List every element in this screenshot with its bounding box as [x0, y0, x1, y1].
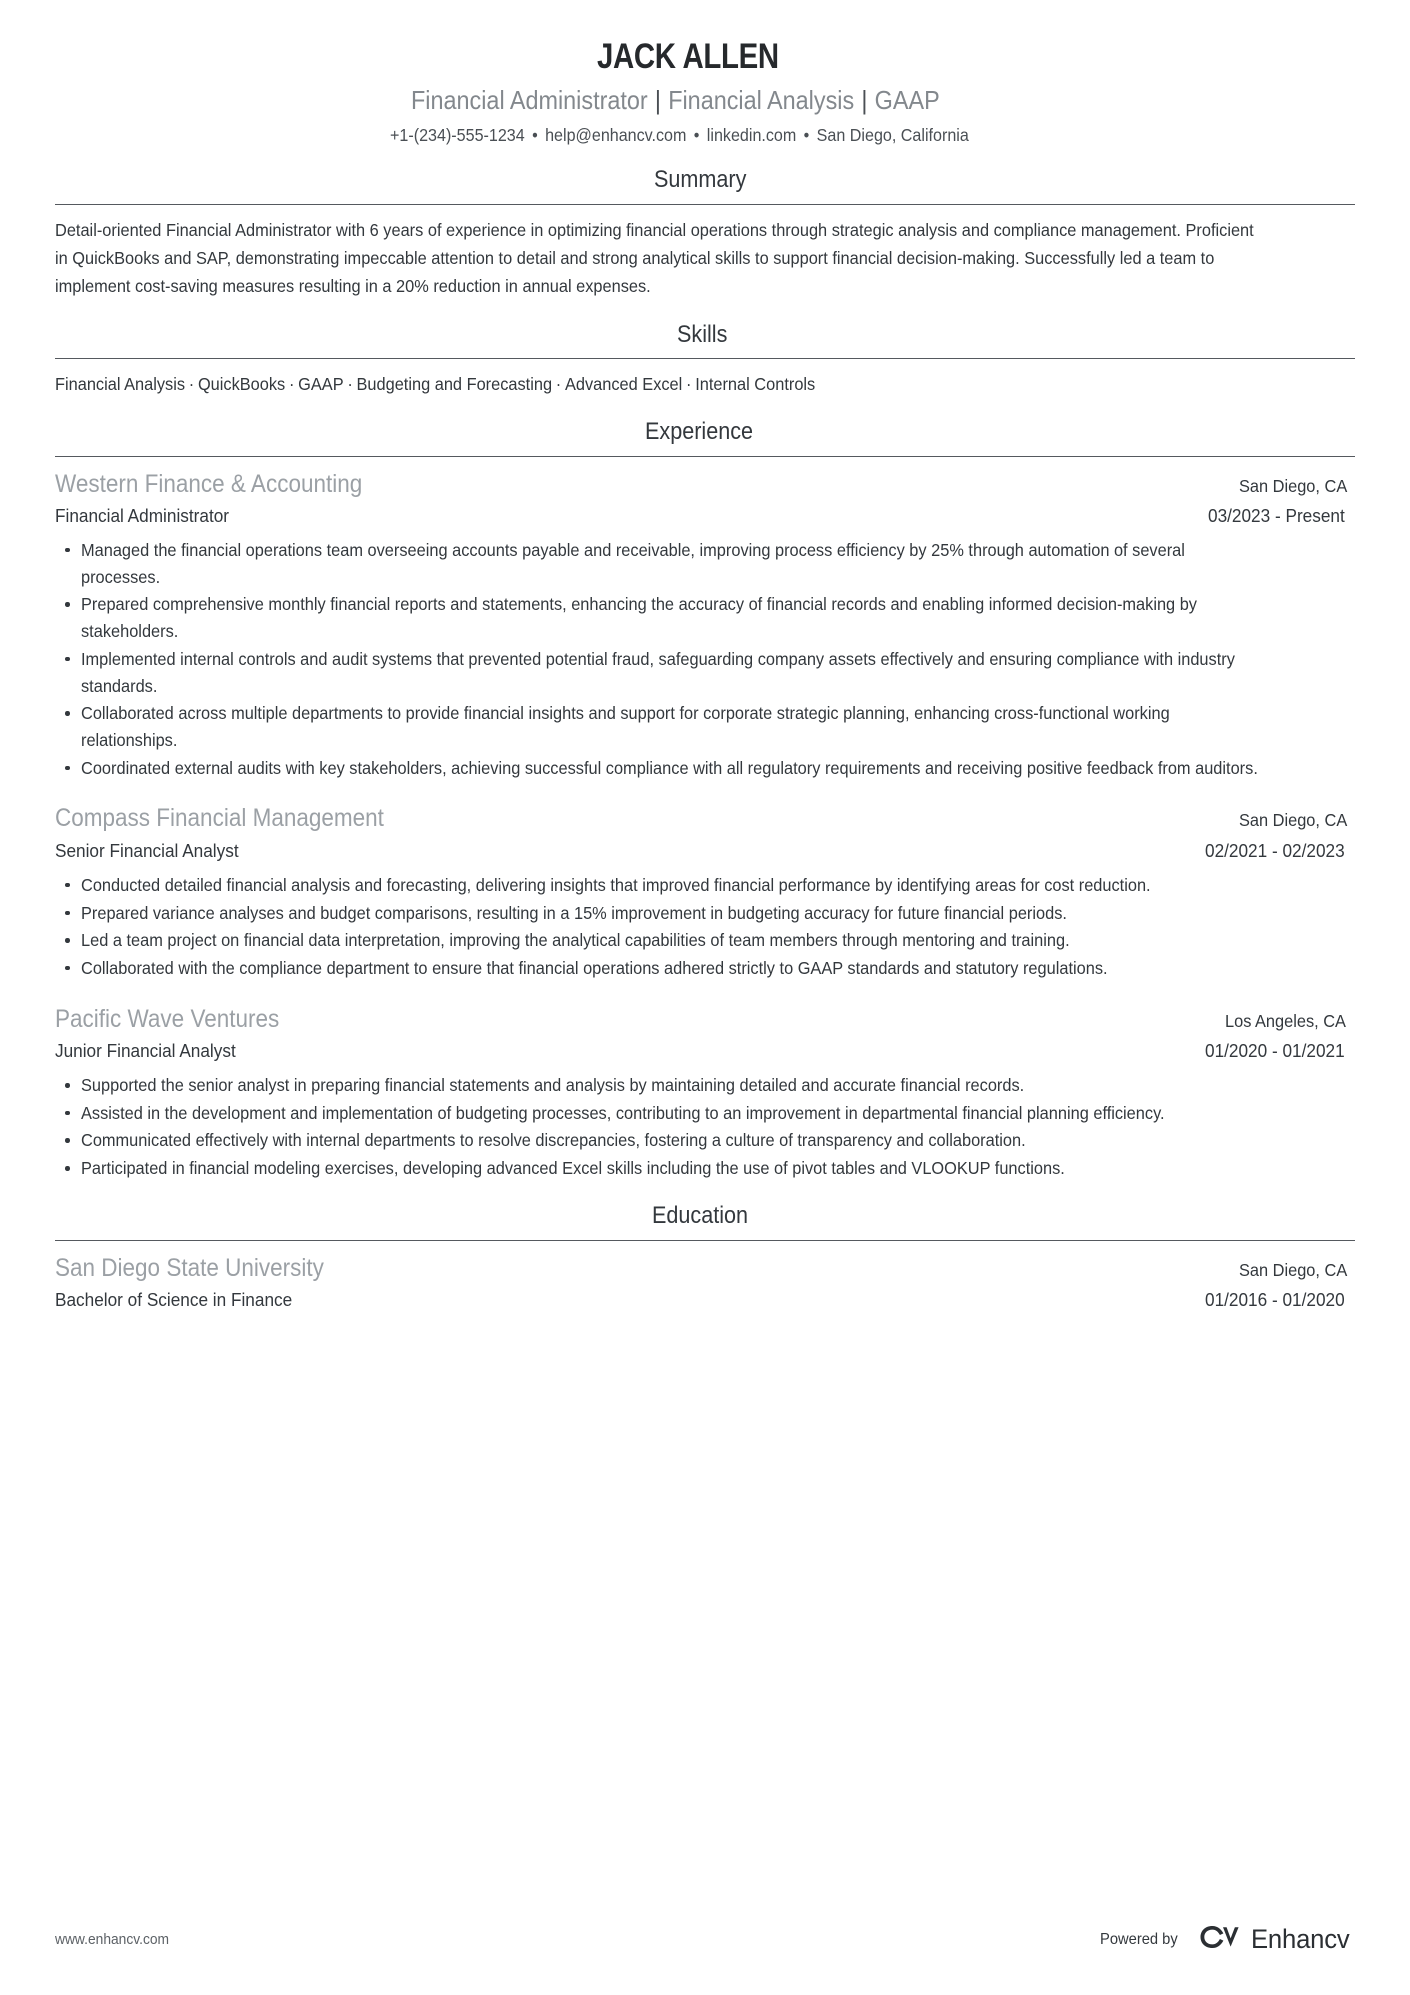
- job-bullet: Led a team project on financial data interpretation, improving the analytical capabilities of team members through mentoring and training.: [55, 927, 1355, 954]
- footer-branding: [1100, 1922, 1355, 1957]
- enhancv-wordmark: Enhancv: [1251, 1924, 1350, 1954]
- candidate-headline: [55, 86, 1355, 116]
- section-divider-experience: [55, 456, 1355, 457]
- job-bullet: Coordinated external audits with key stakeholders, achieving successful compliance with all regulatory requirements and receiving positive feedback from auditors.: [55, 755, 1355, 782]
- entry-company-row: [55, 803, 1355, 834]
- resume-header: [55, 0, 1355, 146]
- skill-item: QuickBooks: [197, 374, 286, 395]
- job-bullet: Participated in financial modeling exercises, developing advanced Excel skills including the use of pivot tables and VLOOKUP functions.: [55, 1155, 1355, 1182]
- headline-separator-2: |: [861, 84, 868, 115]
- job-bullet: Prepared comprehensive monthly financial reports and statements, enhancing the accuracy of financial records and enabling informed decision-making by stakeholders.: [55, 591, 1355, 644]
- contact-separator-3: •: [804, 125, 810, 146]
- education-entry: [55, 1253, 1355, 1312]
- job-bullet: Assisted in the development and implementation of budgeting processes, contributing to an improvement in departmental financial planning efficiency.: [55, 1100, 1355, 1127]
- company-name: Pacific Wave Ventures: [55, 1004, 280, 1033]
- job-bullet: Collaborated across multiple departments to provide financial insights and support for corporate strategic planning, enhancing cross-functional working relationships.: [55, 700, 1355, 753]
- page-footer: [55, 1922, 1355, 1957]
- job-dates: 02/2021 - 02/2023: [1204, 839, 1345, 861]
- headline-part-3: GAAP: [874, 84, 940, 115]
- skill-separator: ·: [188, 374, 195, 395]
- job-bullet-list: [55, 537, 1355, 782]
- entry-school-row: [55, 1253, 1355, 1284]
- job-bullet: Communicated effectively with internal departments to resolve discrepancies, fostering a culture of transparency and collaboration.: [55, 1127, 1355, 1154]
- headline-part-1: Financial Administrator: [411, 84, 648, 115]
- enhancv-mark-icon: [1198, 1922, 1242, 1957]
- entry-role-row: [55, 1035, 1355, 1063]
- job-bullet: Supported the senior analyst in preparing financial statements and analysis by maintaining detailed and accurate financial records.: [55, 1072, 1355, 1099]
- skill-separator: ·: [686, 374, 692, 395]
- entry-role-row: [55, 835, 1355, 863]
- degree-title: Bachelor of Science in Finance: [55, 1288, 293, 1310]
- footer-website-link[interactable]: www.enhancv.com: [55, 1930, 170, 1948]
- section-title-skills: Skills: [676, 320, 728, 348]
- section-skills: [55, 321, 1355, 398]
- company-name: Western Finance & Accounting: [55, 469, 363, 498]
- job-bullet: Managed the financial operations team overseeing accounts payable and receivable, improving process efficiency by 25% through automation of several processes.: [55, 537, 1355, 590]
- contact-separator-2: •: [694, 125, 700, 146]
- section-summary: [55, 166, 1355, 300]
- contact-location: San Diego, California: [817, 125, 970, 146]
- section-divider-education: [55, 1240, 1355, 1241]
- section-experience: [55, 418, 1355, 1182]
- skill-item: GAAP: [298, 374, 344, 395]
- experience-entry: [55, 803, 1355, 981]
- section-divider-skills: [55, 358, 1355, 359]
- job-bullet-list: [55, 1072, 1355, 1182]
- job-title: Senior Financial Analyst: [55, 839, 239, 861]
- section-title-education: Education: [651, 1201, 748, 1229]
- job-bullet-list: [55, 872, 1355, 982]
- skill-separator: ·: [555, 374, 562, 395]
- job-title: Financial Administrator: [55, 504, 230, 526]
- contact-linkedin[interactable]: linkedin.com: [707, 125, 797, 146]
- experience-entry: [55, 469, 1355, 782]
- company-name: Compass Financial Management: [55, 804, 384, 833]
- summary-paragraph: Detail-oriented Financial Administrator with 6 years of experience in optimizing financial operations through strategic analysis and compliance management. Proficient in QuickBooks and SAP, demonstrating impeccable attention to detail and strong analytical skills to support financial decision-making. Successfully led a team to implement cost-saving measures resulting in a 20% reduction in annual expenses.: [55, 220, 1254, 296]
- candidate-name-text: JACK ALLEN: [596, 37, 779, 76]
- section-education: [55, 1202, 1355, 1312]
- entry-company-row: [55, 469, 1355, 500]
- skill-item: Internal Controls: [695, 374, 816, 395]
- candidate-name: [55, 38, 1355, 77]
- degree-dates: 01/2016 - 01/2020: [1204, 1288, 1345, 1310]
- experience-entry: [55, 1004, 1355, 1182]
- education-entry-list: [55, 1253, 1355, 1312]
- skill-item: Advanced Excel: [564, 374, 683, 395]
- contact-line: [55, 125, 1355, 146]
- school-location: San Diego, CA: [1238, 1259, 1347, 1280]
- entry-company-row: [55, 1004, 1355, 1035]
- section-title-experience: Experience: [644, 417, 754, 445]
- contact-phone: +1-(234)-555-1234: [390, 125, 526, 146]
- skill-separator: ·: [288, 374, 295, 395]
- job-bullet: Collaborated with the compliance department to ensure that financial operations adhered strictly to GAAP standards and statutory regulations.: [55, 955, 1355, 982]
- job-bullet: Prepared variance analyses and budget comparisons, resulting in a 15% improvement in budgeting accuracy for future financial periods.: [55, 900, 1355, 927]
- enhancv-logo: [1198, 1922, 1355, 1957]
- school-name: San Diego State University: [55, 1253, 324, 1282]
- entry-role-row: [55, 500, 1355, 528]
- skill-item: Budgeting and Forecasting: [356, 374, 553, 395]
- contact-separator-1: •: [532, 125, 539, 146]
- job-dates: 03/2023 - Present: [1207, 504, 1345, 526]
- section-title-summary: Summary: [653, 166, 747, 194]
- job-bullet: Conducted detailed financial analysis and forecasting, delivering insights that improved financial performance by identifying areas for cost reduction.: [55, 872, 1355, 899]
- headline-part-2: Financial Analysis: [668, 84, 855, 115]
- job-bullet: Implemented internal controls and audit systems that prevented potential fraud, safeguarding company assets effectively and ensuring compliance with industry standards.: [55, 646, 1355, 699]
- company-location: Los Angeles, CA: [1224, 1010, 1346, 1031]
- entry-degree-row: [55, 1284, 1355, 1312]
- skill-separator: ·: [347, 374, 353, 395]
- experience-entry-list: [55, 469, 1355, 1182]
- headline-separator-1: |: [655, 84, 662, 115]
- skills-list: [55, 371, 1355, 397]
- contact-email[interactable]: help@enhancv.com: [545, 125, 687, 146]
- job-title: Junior Financial Analyst: [55, 1039, 236, 1061]
- company-location: San Diego, CA: [1238, 810, 1347, 831]
- company-location: San Diego, CA: [1238, 475, 1347, 496]
- section-divider-summary: [55, 204, 1355, 205]
- job-dates: 01/2020 - 01/2021: [1204, 1039, 1345, 1061]
- skill-item: Financial Analysis: [55, 374, 186, 395]
- powered-by-label: Powered by: [1099, 1930, 1178, 1948]
